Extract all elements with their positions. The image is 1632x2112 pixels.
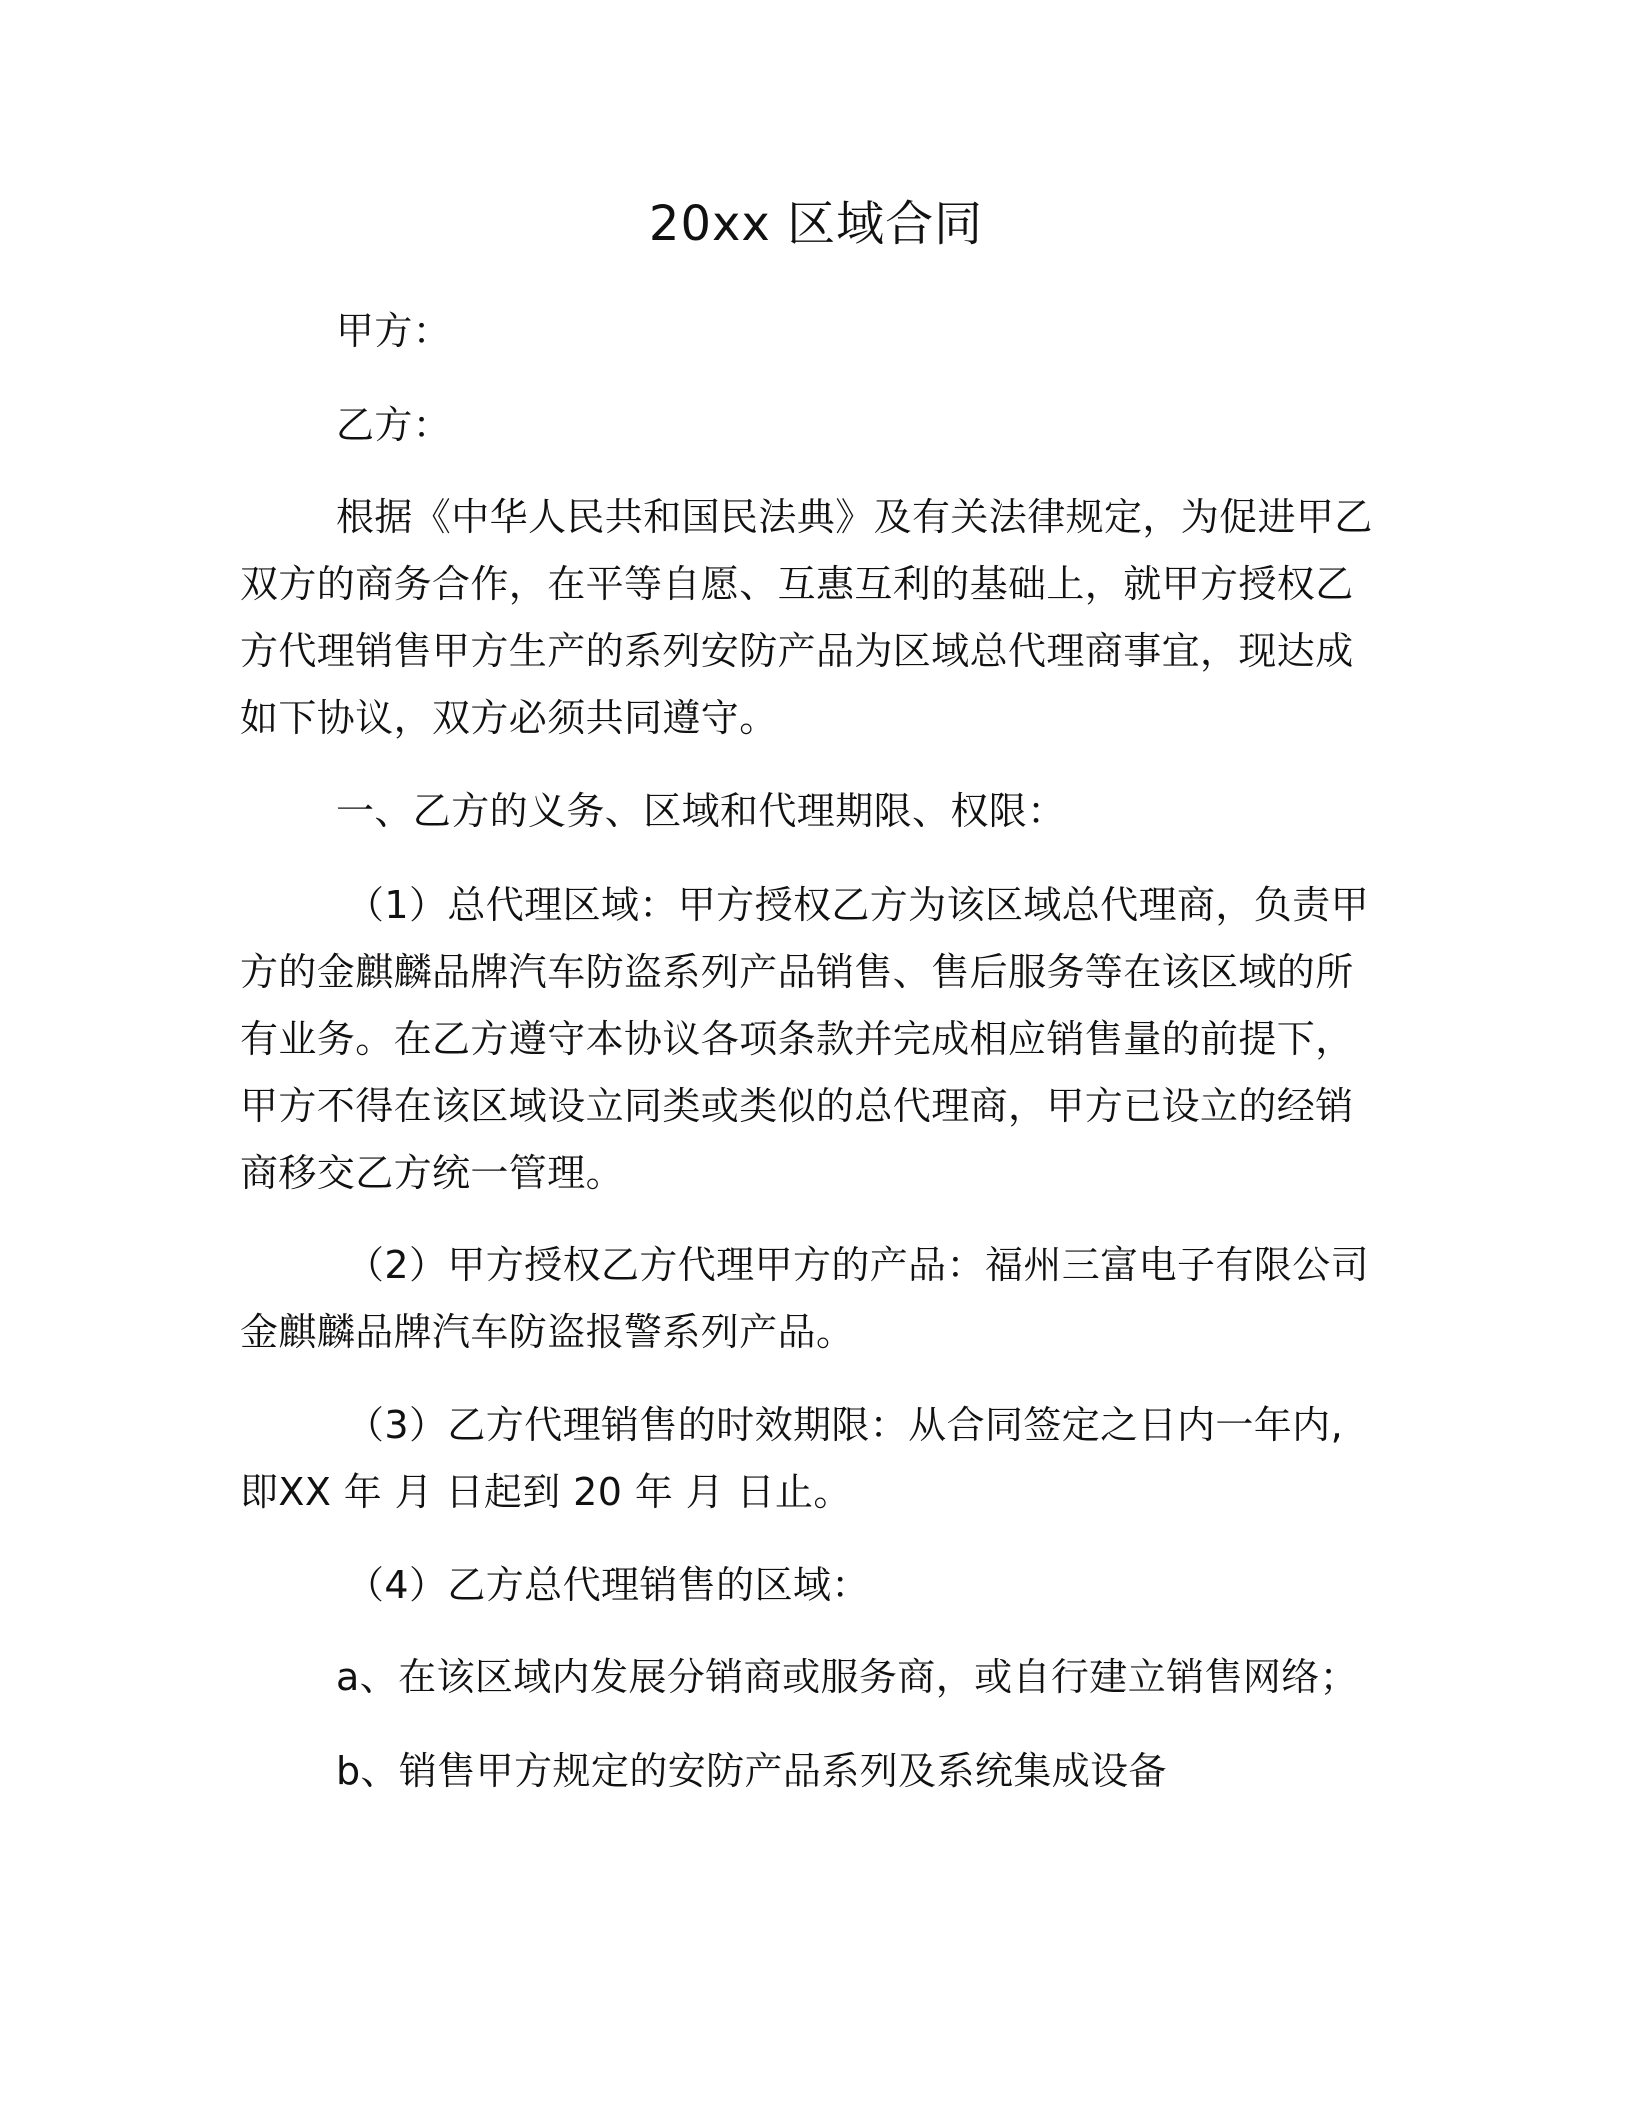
party-a-line: 甲方： <box>336 309 452 353</box>
clause-4a: a、在该区域内发展分销商或服务商，或自行建立销售网络； <box>336 1655 1359 1699</box>
party-b-line: 乙方： <box>336 403 452 447</box>
clause-4b: b、销售甲方规定的安防产品系列及系统集成设备 <box>336 1749 1167 1793</box>
clause-2-authorized-products: （2）甲方授权乙方代理甲方的产品：福州三富电子有限公司金麒麟品牌汽车防盗报警系列产品。 <box>240 1243 1369 1354</box>
section-1-heading: 一、乙方的义务、区域和代理期限、权限： <box>336 789 1066 833</box>
clause-4-sales-area: （4）乙方总代理销售的区域： <box>346 1563 870 1607</box>
clause-3-agency-term: （3）乙方代理销售的时效期限：从合同签定之日内一年内,即XX 年 月 日起到 20 年 月 日止。 <box>240 1403 1344 1514</box>
clause-1-total-agency-area: （1）总代理区域：甲方授权乙方为该区域总代理商，负责甲方的金麒麟品牌汽车防盗系列产品销售、售后服务等在该区域的所有业务。在乙方遵守本协议各项条款并完成相应销售量的前提下，甲方不得在该区域设立同类或类似的总代理商，甲方已设立的经销商移交乙方统一管理。 <box>240 883 1369 1195</box>
document-title: 20xx 区域合同 <box>648 196 984 252</box>
intro-paragraph: 根据《中华人民共和国民法典》及有关法律规定，为促进甲乙双方的商务合作，在平等自愿、互惠互利的基础上，就甲方授权乙方代理销售甲方生产的系列安防产品为区域总代理商事宜，现达成如下协议，双方必须共同遵守。 <box>240 495 1373 740</box>
